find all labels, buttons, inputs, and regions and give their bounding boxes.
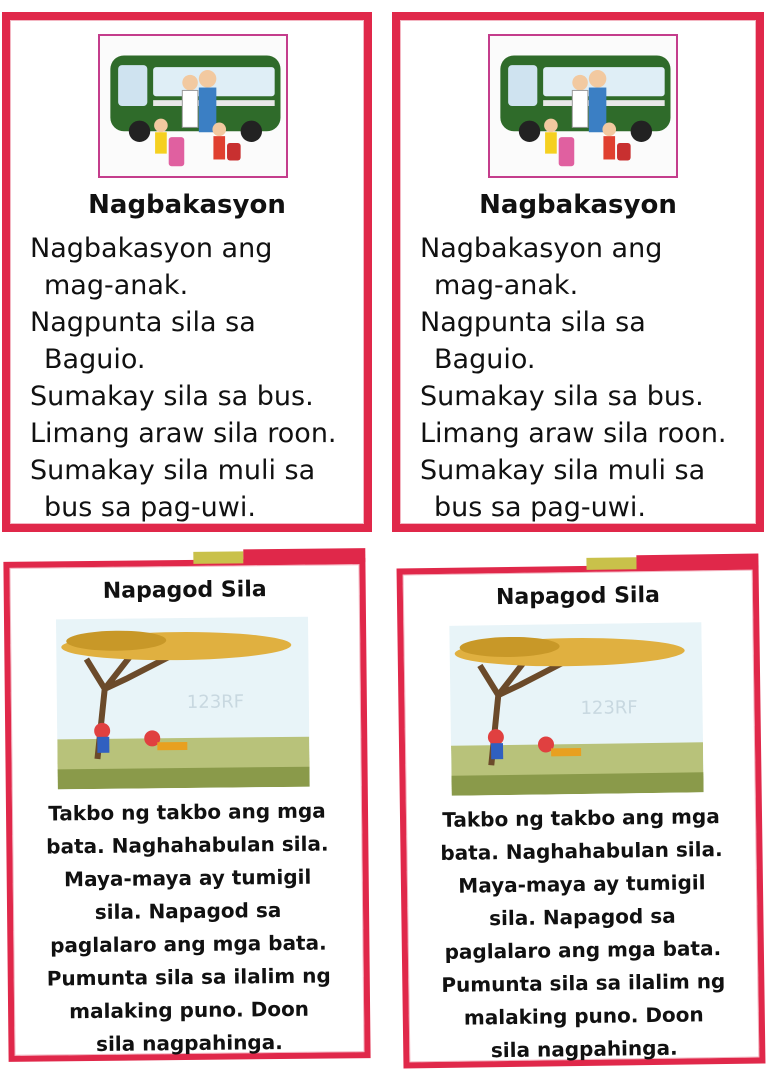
story-line: Baguio. [44, 344, 146, 375]
story-line: Nagbakasyon ang [420, 233, 663, 264]
story-line: mag-anak. [434, 270, 579, 301]
story-title: Nagbakasyon [88, 190, 286, 220]
story-line: Pumunta sila sa ilalim ng [46, 963, 331, 991]
story-line: Sumakay sila sa bus. [420, 381, 704, 412]
story-line: Nagpunta sila sa [420, 307, 646, 338]
card-tab-red [243, 548, 365, 563]
bus-family-illustration [98, 34, 288, 178]
story-line: Maya-maya ay tumigil [63, 864, 312, 892]
story-line: mag-anak. [44, 270, 189, 301]
story-line: sila. Napagod sa [489, 903, 676, 931]
story-text [20, 794, 357, 1061]
card-tab-yellow [193, 551, 243, 564]
card-tab-red [636, 553, 758, 569]
card-tab-yellow [586, 557, 636, 570]
story-title: Napagod Sila [495, 582, 661, 611]
story-title: Napagod Sila [102, 577, 267, 604]
story-line: Baguio. [434, 344, 536, 375]
story-line: Takbo ng takbo ang mga [442, 804, 720, 832]
story-card-napagod-left [3, 558, 370, 1062]
story-line: Limang araw sila roon. [420, 418, 727, 449]
story-line: bata. Naghahabulan sila. [46, 831, 329, 859]
story-text [414, 800, 752, 1069]
watermark-text: 123RF [186, 691, 245, 713]
story-card-nagbakasyon-right [392, 12, 764, 532]
story-line: bus sa pag-uwi. [44, 492, 256, 523]
tree-children-illustration [449, 622, 703, 796]
story-line: malaking puno. Doon [463, 1002, 704, 1030]
story-line: malaking puno. Doon [69, 996, 310, 1024]
story-text [420, 230, 752, 526]
story-line: Sumakay sila sa bus. [30, 381, 314, 412]
story-line: sila. Napagod sa [94, 898, 282, 924]
tree-icon [56, 617, 310, 790]
story-line: bus sa pag-uwi. [434, 492, 646, 523]
story-line: Sumakay sila muli sa [420, 455, 706, 486]
story-line: Pumunta sila sa ilalim ng [441, 969, 726, 997]
story-line: sila nagpahinga. [490, 1035, 678, 1063]
bus-family-illustration [488, 34, 678, 178]
story-line: Limang araw sila roon. [30, 418, 337, 449]
bus-family-icon [100, 36, 286, 176]
story-line: paglalaro ang mga bata. [444, 936, 722, 964]
story-line: Sumakay sila muli sa [30, 455, 316, 486]
story-line: Maya-maya ay tumigil [458, 870, 706, 898]
tree-icon [449, 622, 703, 796]
story-line: Takbo ng takbo ang mga [48, 798, 326, 826]
bus-family-icon [490, 36, 676, 176]
story-line: paglalaro ang mga bata. [50, 930, 327, 958]
story-line: bata. Naghahabulan sila. [440, 837, 723, 865]
story-card-nagbakasyon-left [2, 12, 372, 532]
story-text [30, 230, 360, 526]
story-line: sila nagpahinga. [95, 1030, 283, 1056]
story-line: Nagpunta sila sa [30, 307, 256, 338]
watermark-text: 123RF [580, 697, 638, 719]
story-line: Nagbakasyon ang [30, 233, 273, 264]
story-card-napagod-right [397, 563, 766, 1068]
tree-children-illustration [56, 617, 310, 790]
story-title: Nagbakasyon [479, 190, 677, 220]
